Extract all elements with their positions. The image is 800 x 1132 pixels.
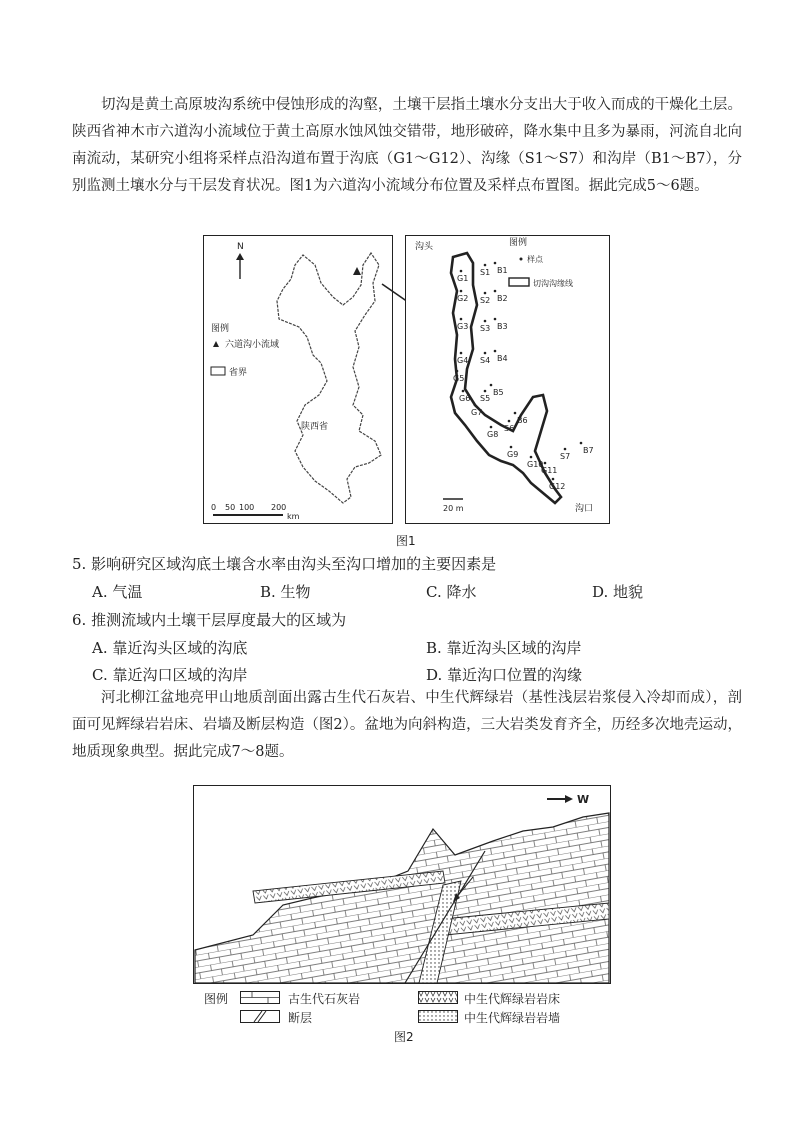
sample-point-b7 <box>580 442 583 445</box>
q6-option-b: B. 靠近沟头区域的沟岸 <box>426 639 582 657</box>
gully-head-label: 沟头 <box>415 242 434 252</box>
figure1-caption: 图1 <box>396 534 416 548</box>
sample-label-b1: B1 <box>497 266 508 275</box>
q6-option-c: C. 靠近沟口区域的沟岸 <box>92 666 248 684</box>
scale-tick-0: 0 <box>211 503 217 512</box>
sample-label-g10: G10 <box>527 460 544 469</box>
figure2-legend-title: 图例 <box>204 992 229 1006</box>
edge-line-icon <box>509 278 529 286</box>
sample-label-g9: G9 <box>507 450 519 459</box>
legend-fault: 断层 <box>288 1011 313 1025</box>
sample-point-g4 <box>460 352 463 355</box>
scale-tick-100: 100 <box>239 503 255 512</box>
legend-sill: 中生代辉绿岩岩床 <box>464 992 561 1006</box>
dike-swatch <box>418 1010 458 1023</box>
sample-point-g11 <box>544 462 547 465</box>
sample-point-g9 <box>510 446 513 449</box>
sample-point-s2 <box>484 292 487 295</box>
passage-2: 河北柳江盆地亮甲山地质剖面出露古生代石灰岩、中生代辉绿岩（基性浅层岩浆侵入冷却而成），剖面可见辉绿岩岩床、岩墙及断层构造（图2）。盆地为向斜构造，三大岩类发育齐全，历经多次地壳运动，地质现象典型。据此完成7～8题。 <box>72 690 742 760</box>
sample-label-s3: S3 <box>480 324 491 333</box>
gully-mouth-label: 沟口 <box>575 504 594 514</box>
sample-label-g7: G7 <box>471 408 483 417</box>
sample-label-b6: B6 <box>517 416 528 425</box>
sample-label-s6: S6 <box>504 424 515 433</box>
sample-label-b2: B2 <box>497 294 508 303</box>
sample-point-g5 <box>456 370 459 373</box>
sample-label-g6: G6 <box>459 394 471 403</box>
sample-label-g1: G1 <box>457 274 469 283</box>
sample-point-b6 <box>514 412 517 415</box>
q5-option-c: C. 降水 <box>426 583 477 601</box>
border-icon <box>211 367 225 375</box>
sill-swatch <box>418 991 458 1004</box>
question-5-stem: 5. 影响研究区域沟底土壤含水率由沟头至沟口增加的主要因素是 <box>72 555 497 573</box>
north-label: N <box>237 242 244 252</box>
figure1-left-map <box>203 235 393 525</box>
sample-label-g4: G4 <box>457 356 469 365</box>
scale-unit: km <box>287 512 300 521</box>
limestone-swatch <box>240 991 280 1004</box>
sample-point-g6 <box>462 390 465 393</box>
sample-label-b4: B4 <box>497 354 508 363</box>
passage-1: 切沟是黄土高原坡沟系统中侵蚀形成的沟壑，土壤干层指土壤水分支出大于收入而成的干燥化土层。陕西省神木市六道沟小流域位于黄土高原水蚀风蚀交错带，地形破碎，降水集中且多为暴雨，河流自北向南流动，某研究小组将采样点沿沟道布置于沟底（G1～G12）、沟缘（S1～S7）和沟岸（B1～B7），分别监测土壤水分与干层发育状况。图1为六道沟小流域分布位置及采样点布置图。据此完成5～6题。 <box>72 97 742 194</box>
scale-label-right: 20 m <box>443 504 464 513</box>
sample-label-g5: G5 <box>453 374 465 383</box>
figure2-section <box>193 785 611 985</box>
legend-limestone: 古生代石灰岩 <box>288 992 361 1006</box>
sample-point-g3 <box>460 318 463 321</box>
scale-tick-200: 200 <box>271 503 287 512</box>
sample-point-b4 <box>494 350 497 353</box>
sample-point-s4 <box>484 352 487 355</box>
fault-swatch <box>240 1010 280 1023</box>
sample-point-s6 <box>508 420 511 423</box>
sample-label-s2: S2 <box>480 296 491 305</box>
sample-point-g1 <box>460 270 463 273</box>
sample-label-g12: G12 <box>549 482 566 491</box>
sample-point-g8 <box>490 426 493 429</box>
direction-label: W <box>577 793 590 806</box>
q5-option-b: B. 生物 <box>260 583 311 601</box>
sample-point-g10 <box>530 456 533 459</box>
sample-label-s7: S7 <box>560 452 571 461</box>
question-6-stem: 6. 推测流域内土壤干层厚度最大的区域为 <box>72 611 347 629</box>
sample-label-b7: B7 <box>583 446 594 455</box>
sample-label-g8: G8 <box>487 430 499 439</box>
sample-point-icon <box>520 258 523 261</box>
sample-label-s1: S1 <box>480 268 491 277</box>
legend-title: 图例 <box>211 324 230 334</box>
sample-label-s5: S5 <box>480 394 491 403</box>
scale-tick-50: 50 <box>225 503 236 512</box>
sample-point-b2 <box>494 290 497 293</box>
sample-point-s7 <box>564 448 567 451</box>
q6-option-a: A. 靠近沟头区域的沟底 <box>92 639 248 657</box>
sample-point-b5 <box>490 384 493 387</box>
sample-label-g11: G11 <box>541 466 558 475</box>
legend-border-label: 省界 <box>229 368 248 378</box>
sample-point-g2 <box>460 290 463 293</box>
q6-option-d: D. 靠近沟口位置的沟缘 <box>426 666 583 684</box>
q5-option-d: D. 地貌 <box>592 583 644 601</box>
sample-label-s4: S4 <box>480 356 491 365</box>
sample-label-g2: G2 <box>457 294 469 303</box>
legend-edge-label: 切沟沟缘线 <box>533 279 573 288</box>
q5-option-a: A. 气温 <box>92 583 143 601</box>
sample-label-b5: B5 <box>493 388 504 397</box>
sample-label-g3: G3 <box>457 322 469 331</box>
sample-point-g7 <box>474 404 477 407</box>
figure1-right-map <box>405 235 610 525</box>
sample-point-s1 <box>484 264 487 267</box>
legend-sample-label: 样点 <box>527 255 543 264</box>
sample-point-s5 <box>484 390 487 393</box>
province-label: 陕西省 <box>301 422 329 432</box>
legend-title-right: 图例 <box>509 238 528 248</box>
sample-label-b3: B3 <box>497 322 508 331</box>
sample-point-g12 <box>552 478 555 481</box>
figure2-caption: 图2 <box>394 1030 414 1044</box>
legend-basin-label: 六道沟小流域 <box>225 340 280 350</box>
sample-point-b3 <box>494 318 497 321</box>
sample-point-s3 <box>484 320 487 323</box>
legend-dike: 中生代辉绿岩岩墙 <box>464 1011 561 1025</box>
sample-point-b1 <box>494 262 497 265</box>
